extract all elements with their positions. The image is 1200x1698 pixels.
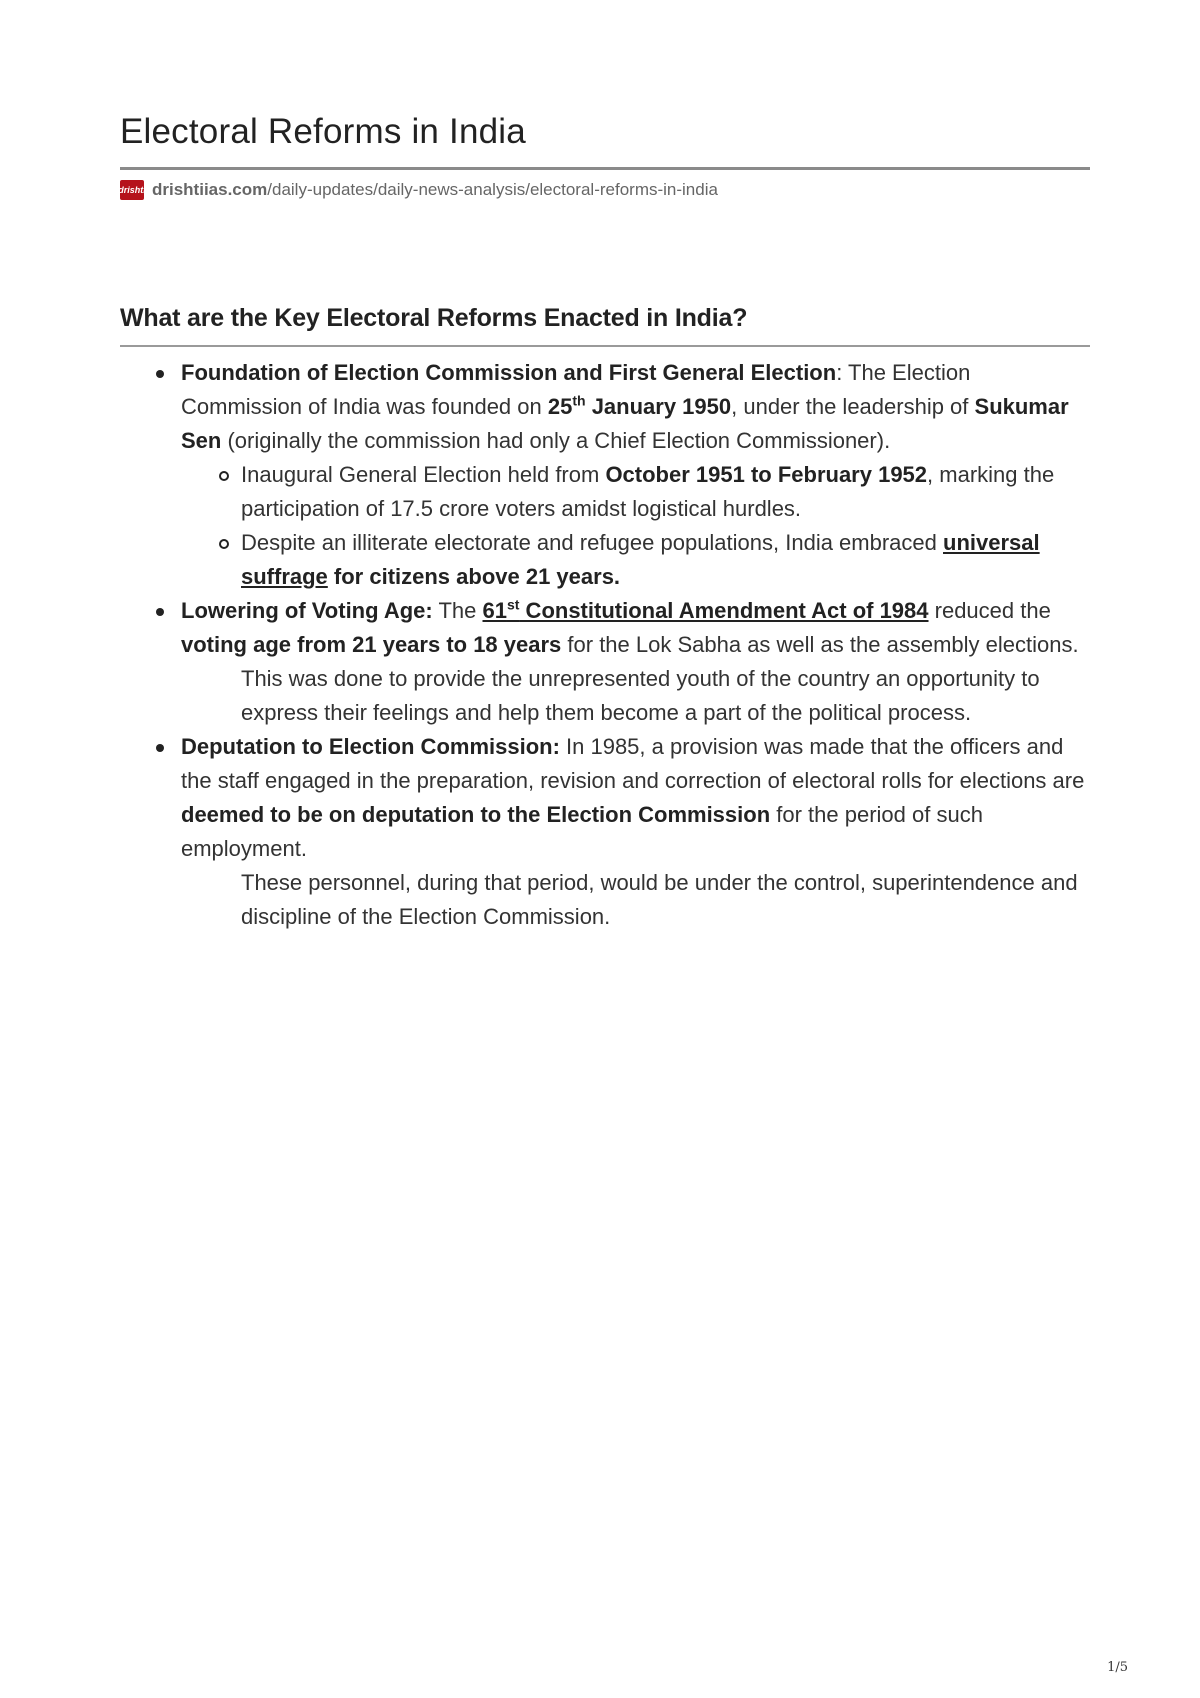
page-number: 1/5 bbox=[1107, 1660, 1128, 1675]
source-path[interactable]: /daily-updates/daily-news-analysis/electoral-reforms-in-india bbox=[267, 180, 718, 199]
title-divider bbox=[120, 167, 1090, 170]
article-body bbox=[120, 356, 1090, 934]
section-divider bbox=[120, 345, 1090, 347]
sub-list-item: Inaugural General Election held from October 1951 to February 1952, marking the participation of 17.5 crore voters amidst logistical hurdles. bbox=[181, 458, 1090, 526]
page-title: Electoral Reforms in India bbox=[120, 112, 526, 151]
reforms-list bbox=[120, 356, 1090, 934]
deputation-note: These personnel, during that period, would be under the control, superintendence and discipline of the Election Commission. bbox=[241, 870, 1078, 929]
list-item-deputation: Deputation to Election Commission: In 1985, a provision was made that the officers and the staff engaged in the preparation, revision and correction of electoral rolls for elections are deemed to be on deputation to the Election Commission for the period of such employment. These personnel, during that period, would be under the control, superintendence and discipline of the Election Commission. bbox=[120, 730, 1090, 934]
drishti-logo-icon: drishti bbox=[120, 180, 144, 200]
source-domain[interactable]: drishtiias.com bbox=[152, 180, 268, 199]
sublist-first-election bbox=[181, 458, 1090, 594]
universal-suffrage-link[interactable]: universal suffrage bbox=[241, 530, 1040, 589]
amendment-act-link[interactable]: 61st Constitutional Amendment Act of 1984 bbox=[482, 596, 929, 623]
list-item-election-commission: Foundation of Election Commission and First General Election: The Election Commission of India was founded on 25th January 1950, under the leadership of Sukumar Sen (originally the commission had only a Chief Election Commissioner). Inaugural General Election held from October 1951 to February 1952, marking the participation of 17.5 crore voters amidst logistical hurdles. Despite an illiterate electorate and refugee populations, India embraced universal suffrage for citizens above 21 years. bbox=[120, 356, 1090, 594]
section-heading: What are the Key Electoral Reforms Enacted in India? bbox=[120, 304, 748, 332]
sub-list-item: Despite an illiterate electorate and refugee populations, India embraced universal suffrage for citizens above 21 years. bbox=[181, 526, 1090, 594]
source-link[interactable] bbox=[120, 180, 718, 200]
voting-age-note: This was done to provide the unrepresented youth of the country an opportunity to express their feelings and help them become a part of the political process. bbox=[241, 666, 1040, 725]
list-item-voting-age: Lowering of Voting Age: The 61st Constitutional Amendment Act of 1984 reduced the voting age from 21 years to 18 years for the Lok Sabha as well as the assembly elections. This was done to provide the unrepresented youth of the country an opportunity to express their feelings and help them become a part of the political process. bbox=[120, 594, 1090, 730]
